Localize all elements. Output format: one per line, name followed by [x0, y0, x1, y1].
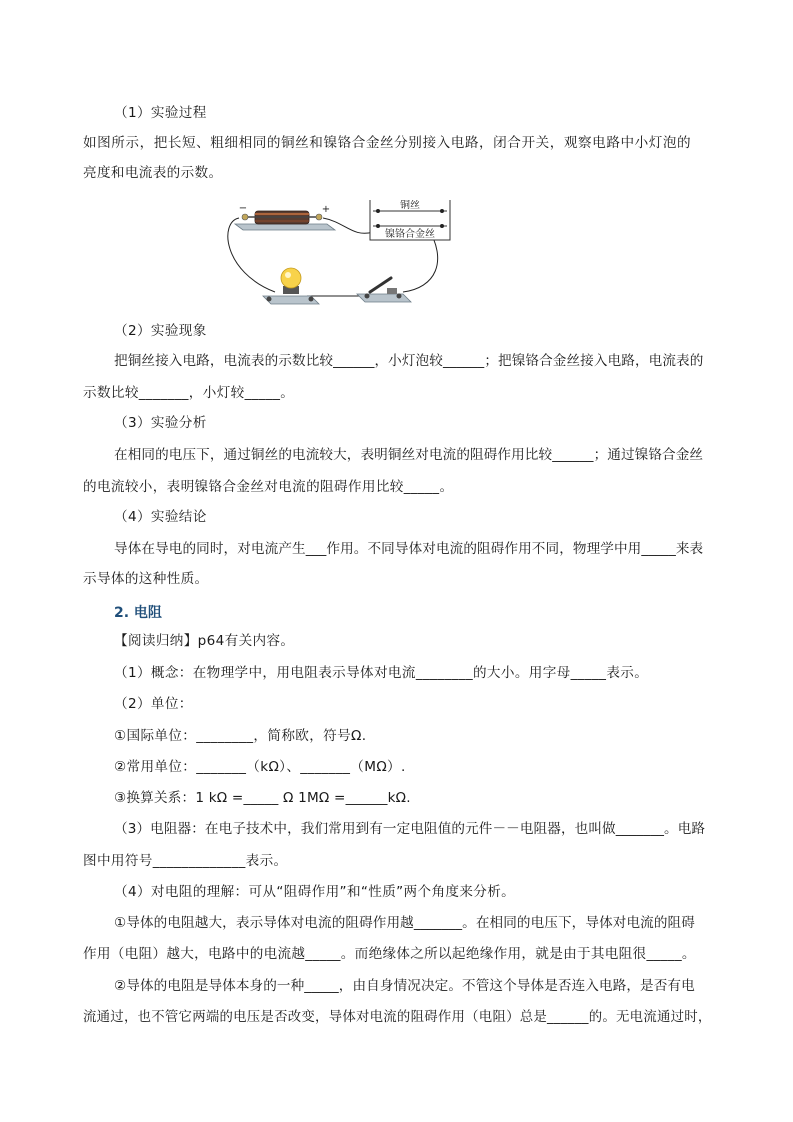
text-line: ③换算关系：1 kΩ =_____ Ω 1MΩ =______kΩ.: [114, 790, 411, 806]
text-line: 示导体的这种性质。: [83, 571, 209, 587]
circuit-figure: [227, 200, 457, 310]
circuit-wire: [323, 218, 373, 233]
instrument-base: [235, 224, 335, 230]
text-line: （1）概念：在物理学中，用电阻表示导体对电流________的大小。用字母_____表示。: [114, 665, 649, 681]
text-line: 示数比较_______，小灯较_____。: [83, 385, 295, 401]
text-line: 【阅读归纳】p64有关内容。: [114, 633, 295, 649]
text-line: ①国际单位：________，简称欧，符号Ω.: [114, 728, 367, 744]
text-line: （4）实验结论: [114, 509, 207, 525]
text-line: （1）实验过程: [114, 105, 207, 121]
text-line: 如图所示，把长短、粗细相同的铜丝和镍铬合金丝分别接入电路，闭合开关，观察电路中小灯泡的: [83, 135, 692, 151]
text-line: 把铜丝接入电路，电流表的示数比较______，小灯泡较______；把镍铬合金丝接入电路，电流表的: [114, 353, 704, 369]
text-line: （2）单位：: [114, 696, 193, 712]
plus-terminal-label: +: [321, 204, 331, 215]
text-line: （3）实验分析: [114, 415, 207, 431]
text-line: ①导体的电阻越大，表示导体对电流的阻碍作用越_______。在相同的电压下，导体对电流的阻碍: [114, 915, 695, 931]
bulb-icon: [281, 268, 301, 288]
text-line: （4）对电阻的理解：可从“阻碍作用”和“性质”两个角度来分析。: [114, 884, 516, 900]
text-line: 导体在导电的同时，对电流产生___作用。不同导体对电流的阻碍作用不同，物理学中用_____来表: [114, 541, 704, 557]
text-line: 的电流较小，表明镍铬合金丝对电流的阻碍作用比较_____。: [83, 479, 454, 495]
text-line: 亮度和电流表的示数。: [83, 165, 223, 181]
copper-wire-label: 铜丝: [400, 200, 420, 211]
text-line: ②常用单位：_______（kΩ）、_______（MΩ）.: [114, 759, 406, 775]
text-line: 流通过，也不管它两端的电压是否改变，导体对电流的阻碍作用（电阻）总是______的。无电流通过时，: [83, 1009, 712, 1025]
nichrome-wire-label: 镍铬合金丝: [385, 229, 435, 240]
text-line: ②导体的电阻是导体本身的一种_____，由自身情况决定。不管这个导体是否连入电路，是否有电: [114, 978, 695, 994]
text-line: （3）电阻器：在电子技术中，我们常用到有一定电阻值的元件－－电阻器，也叫做_______。电路: [114, 821, 706, 837]
minus-terminal-label: −: [238, 203, 248, 214]
text-line: 作用（电阻）越大，电路中的电流越_____。而绝缘体之所以起绝缘作用，就是由于其电阻很_____。: [83, 946, 696, 962]
text-line: 图中用符号_____________表示。: [83, 853, 288, 869]
section-heading: 2. 电阻: [114, 605, 162, 621]
text-line: （2）实验现象: [114, 323, 207, 339]
text-line: 在相同的电压下，通过铜丝的电流较大，表明铜丝对电流的阻碍作用比较______；通过镍铬合金丝: [114, 447, 704, 463]
